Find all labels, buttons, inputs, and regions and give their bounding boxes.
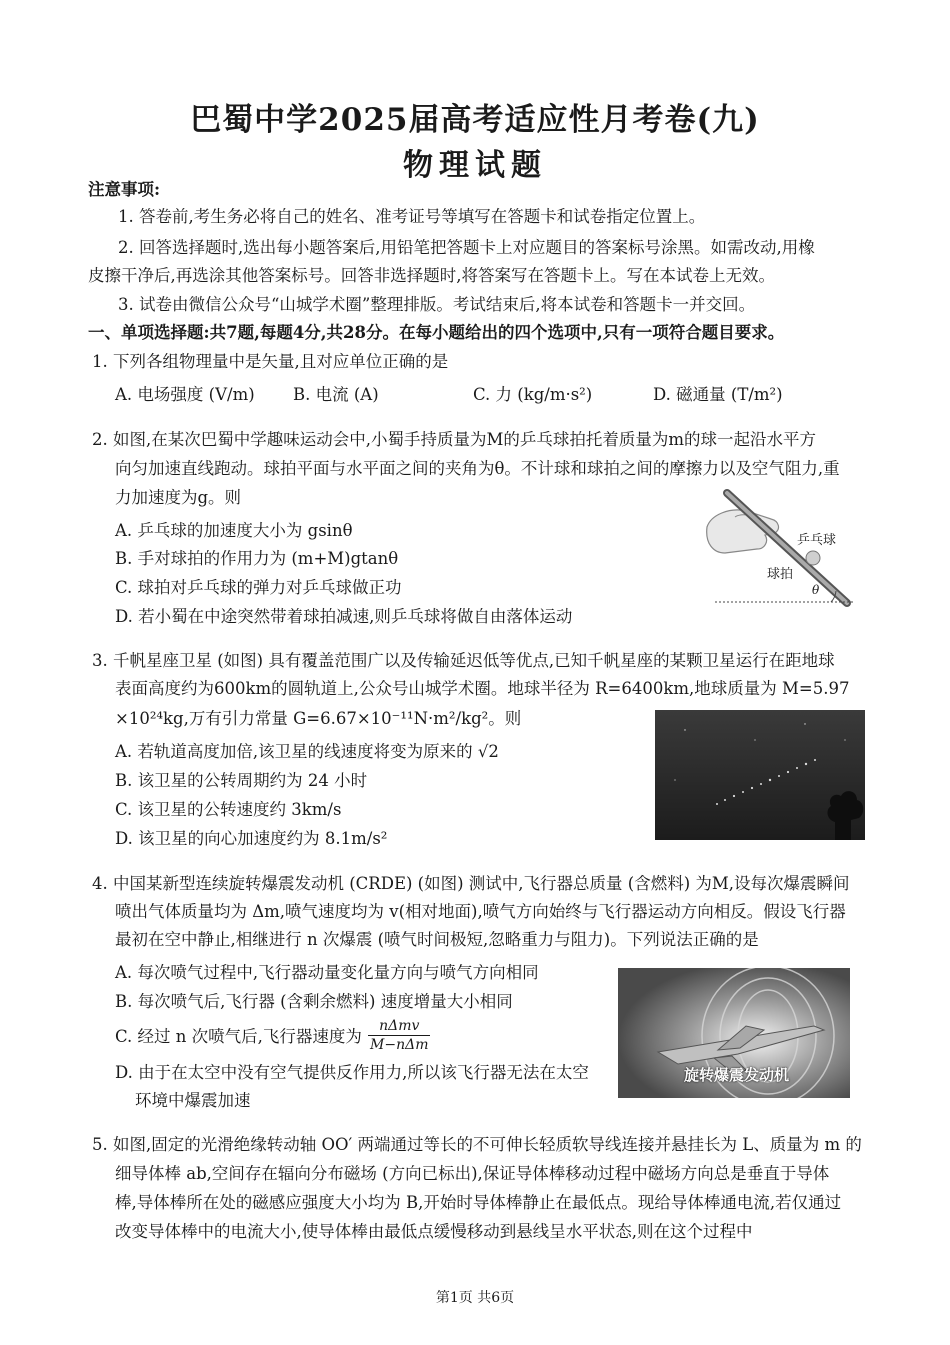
notice-item: 2. 回答选择题时,选出每小题答案后,用铅笔把答题卡上对应题目的答案标号涂黑。如需改动,用橡 <box>118 238 815 257</box>
q4-stem-line: 喷出气体质量均为 Δm,喷气速度均为 v(相对地面),喷气方向始终与飞行器运动方向相反。假设飞行器 <box>115 902 846 921</box>
q4-option-b: B. 每次喷气后,飞行器 (含剩余燃料) 速度增量大小相同 <box>115 992 513 1011</box>
q3-stem-line: 表面高度约为600km的圆轨道上,公众号山城学术圈。地球半径为 R=6400km,地球质量为 M=5.97 <box>115 679 850 698</box>
subject-title: 物理试题 <box>403 148 547 183</box>
label-angle: θ <box>812 583 820 597</box>
q2-option-b: B. 手对球拍的作用力为 (m+M)gtanθ <box>115 549 399 568</box>
satellite-train-icon <box>655 710 865 840</box>
fraction-denominator: M−nΔm <box>370 1037 429 1053</box>
notice-item: 1. 答卷前,考生务必将自己的姓名、准考证号等填写在答题卡和试卷指定位置上。 <box>118 207 706 226</box>
q4-option-a: A. 每次喷气过程中,飞行器动量变化量方向与喷气方向相同 <box>115 963 539 982</box>
notice-item: 皮擦干净后,再选涂其他答案标号。回答非选择题时,将答案写在答题卡上。写在本试卷上无效。 <box>88 266 775 285</box>
page-number: 第1页 共6页 <box>435 1290 515 1306</box>
label-paddle: 球拍 <box>767 567 794 582</box>
q2-stem-line: 力加速度为g。则 <box>115 488 242 507</box>
q5-stem-line: 5. 如图,固定的光滑绝缘转动轴 OO′ 两端通过等长的不可伸长轻质软导线连接并悬挂长为 L、质量为 m 的 <box>92 1135 862 1154</box>
q2-option-a: A. 乒乓球的加速度大小为 gsinθ <box>115 521 353 540</box>
section-heading: 一、单项选择题:共7题,每题4分,共28分。在每小题给出的四个选项中,只有一项符合题目要求。 <box>88 323 785 342</box>
notice-heading: 注意事项: <box>88 180 161 199</box>
q5-stem-line: 细导体棒 ab,空间存在辐向分布磁场 (方向已标出),保证导体棒移动过程中磁场方向总是垂直于导体 <box>115 1164 830 1183</box>
q4-option-c: C. 经过 n 次喷气后,飞行器速度为 <box>115 1027 362 1046</box>
q3-option-a: A. 若轨道高度加倍,该卫星的线速度将变为原来的 √2 <box>115 742 499 761</box>
q3-option-b: B. 该卫星的公转周期约为 24 小时 <box>115 771 368 790</box>
q5-stem-line: 棒,导体棒所在处的磁感应强度大小均为 B,开始时导体棒静止在最低点。现给导体棒通电流,若仅通过 <box>115 1193 842 1212</box>
q1-option-c: C. 力 (kg/m·s²) <box>473 385 593 404</box>
engine-label: 旋转爆震发动机 <box>684 1066 790 1084</box>
q3-option-c: C. 该卫星的公转速度约 3km/s <box>115 800 342 819</box>
q2-option-d: D. 若小蜀在中途突然带着球拍减速,则乒乓球将做自由落体运动 <box>115 607 573 626</box>
q4-stem-line: 4. 中国某新型连续旋转爆震发动机 (CRDE) (如图) 测试中,飞行器总质量 (含燃料) 为M,设每次爆震瞬间 <box>92 874 850 893</box>
q4-option-d: D. 由于在太空中没有空气提供反作用力,所以该飞行器无法在太空 <box>115 1063 589 1082</box>
q3-option-d: D. 该卫星的向心加速度约为 8.1m/s² <box>115 829 388 848</box>
q4-figure-engine <box>618 968 850 1098</box>
q3-stem-line: 3. 千帆星座卫星 (如图) 具有覆盖范围广以及传输延迟低等优点,已知千帆星座的某颗卫星运行在距地球 <box>92 651 835 670</box>
fraction-numerator: nΔmv <box>368 1017 430 1036</box>
q2-option-c: C. 球拍对乒乓球的弹力对乒乓球做正功 <box>115 578 402 597</box>
q4-option-d-cont: 环境中爆震加速 <box>135 1091 251 1110</box>
exam-title: 巴蜀中学2025届高考适应性月考卷(九) <box>190 102 760 138</box>
q4-fraction <box>368 1017 430 1054</box>
label-ball: 乒乓球 <box>797 533 837 548</box>
q2-figure-paddle <box>695 487 870 609</box>
q1-option-b: B. 电流 (A) <box>293 385 379 404</box>
q5-stem-line: 改变导体棒中的电流大小,使导体棒由最低点缓慢移动到悬线呈水平状态,则在这个过程中 <box>115 1222 753 1241</box>
q3-figure-satellites <box>655 710 865 840</box>
q3-stem-line: ×10²⁴kg,万有引力常量 G=6.67×10⁻¹¹N·m²/kg²。则 <box>115 709 522 728</box>
q4-stem-line: 最初在空中静止,相继进行 n 次爆震 (喷气时间极短,忽略重力与阻力)。下列说法正确的是 <box>115 930 759 949</box>
paddle-illustration-icon <box>695 487 870 609</box>
q1-option-d: D. 磁通量 (T/m²) <box>653 385 783 404</box>
q1-option-a: A. 电场强度 (V/m) <box>115 385 255 404</box>
q1-stem: 1. 下列各组物理量中是矢量,且对应单位正确的是 <box>92 352 449 371</box>
q2-stem-line: 向匀加速直线跑动。球拍平面与水平面之间的夹角为θ。不计球和球拍之间的摩擦力以及空气阻力,重 <box>115 459 840 478</box>
notice-item: 3. 试卷由微信公众号“山城学术圈”整理排版。考试结束后,将本试卷和答题卡一并交回。 <box>118 295 756 314</box>
q2-stem-line: 2. 如图,在某次巴蜀中学趣味运动会中,小蜀手持质量为M的乒乓球拍托着质量为m的球一起沿水平方 <box>92 430 817 449</box>
